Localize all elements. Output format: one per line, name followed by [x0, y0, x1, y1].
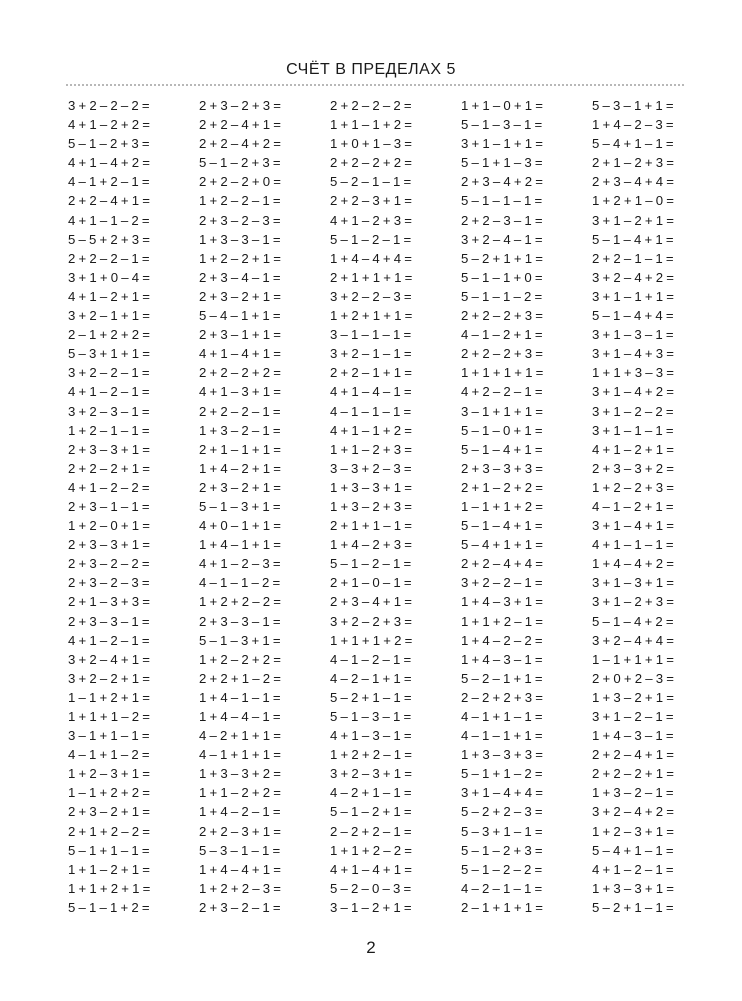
exercise-expression: 2 + 3 – 2 + 1 = — [199, 479, 281, 495]
exercise-expression: 1 + 1 – 1 + 2 = — [330, 117, 412, 133]
exercise-expression: 3 + 2 – 4 + 1 = — [68, 651, 150, 667]
exercise-expression: 1 + 2 – 3 + 1 = — [68, 766, 150, 782]
exercise-expression: 1 + 4 – 2 + 1 = — [199, 460, 281, 476]
exercise-expression: 4 + 1 – 1 – 2 = — [68, 212, 150, 228]
exercise-expression: 3 + 2 – 1 + 1 = — [68, 308, 150, 324]
exercise-expression: 1 + 2 – 2 + 3 = — [592, 479, 674, 495]
exercise-expression: 1 + 2 + 1 – 0 = — [592, 193, 674, 209]
exercise-expression: 4 – 1 – 1 – 2 = — [199, 575, 281, 591]
exercise-expression: 1 – 1 + 2 + 1 = — [68, 689, 150, 705]
exercise-expression: 4 – 2 + 1 + 1 = — [199, 728, 281, 744]
exercise-expression: 4 + 1 – 4 + 1 = — [199, 346, 281, 362]
exercise-expression: 2 + 2 – 2 + 3 = — [461, 308, 543, 324]
exercise-expression: 4 + 1 – 3 + 1 = — [199, 384, 281, 400]
exercise-expression: 2 + 2 – 2 + 1 = — [592, 766, 674, 782]
exercise-expression: 1 + 4 – 4 + 2 = — [592, 556, 674, 572]
exercise-expression: 5 – 3 + 1 – 1 = — [461, 823, 543, 839]
exercise-expression: 3 + 1 – 1 + 1 = — [592, 288, 674, 304]
exercise-expression: 4 – 1 – 2 + 1 = — [461, 327, 543, 343]
exercise-expression: 3 – 1 – 1 – 1 = — [330, 327, 412, 343]
exercise-expression: 3 + 1 – 1 – 1 = — [592, 422, 674, 438]
exercise-expression: 4 + 1 – 4 + 1 = — [330, 861, 412, 877]
exercise-expression: 3 + 2 – 4 + 2 = — [592, 804, 674, 820]
exercise-expression: 4 + 1 – 2 – 1 = — [68, 384, 150, 400]
exercise-expression: 4 + 2 – 2 – 1 = — [461, 384, 543, 400]
exercise-expression: 5 – 4 + 1 – 1 = — [592, 136, 674, 152]
exercise-expression: 4 + 1 – 2 + 3 = — [330, 212, 412, 228]
exercise-expression: 4 – 2 – 1 – 1 = — [461, 880, 543, 896]
exercise-expression: 1 + 3 – 3 + 2 = — [199, 766, 281, 782]
exercise-expression: 4 + 0 – 1 + 1 = — [199, 518, 281, 534]
exercise-expression: 5 – 1 + 1 – 2 = — [461, 766, 543, 782]
exercise-expression: 2 + 2 – 4 + 2 = — [199, 136, 281, 152]
exercise-expression: 1 + 0 + 1 – 3 = — [330, 136, 412, 152]
exercise-expression: 1 – 1 + 1 + 2 = — [461, 498, 543, 514]
exercise-expression: 3 + 2 – 4 + 2 = — [592, 269, 674, 285]
exercise-expression: 5 – 2 – 1 – 1 = — [330, 174, 412, 190]
exercise-expression: 5 – 1 – 4 + 4 = — [592, 308, 674, 324]
exercise-expression: 1 + 1 + 1 – 2 = — [68, 709, 150, 724]
exercise-expression: 2 + 1 – 3 + 3 = — [68, 594, 150, 610]
page-title: СЧЁТ В ПРЕДЕЛАХ 5 — [286, 61, 456, 78]
exercise-expression: 3 – 1 + 1 – 1 = — [68, 728, 150, 744]
exercise-expression: 2 + 3 – 2 – 2 = — [68, 556, 150, 572]
exercise-expression: 1 + 1 + 1 + 1 = — [461, 365, 544, 381]
exercise-expression: 5 – 1 – 1 – 2 = — [461, 288, 543, 304]
exercise-expression: 2 + 3 – 2 – 3 = — [68, 575, 150, 591]
exercise-expression: 1 + 3 – 3 + 1 = — [592, 880, 674, 896]
exercise-expression: 5 – 1 – 3 + 1 = — [199, 498, 281, 514]
exercise-expression: 5 – 4 + 1 + 1 = — [461, 537, 543, 553]
exercise-expression: 5 – 5 + 2 + 3 = — [68, 231, 150, 247]
exercise-expression: 1 + 1 + 2 + 1 = — [68, 880, 151, 896]
exercise-expression: 2 + 2 – 4 + 1 = — [592, 747, 674, 763]
exercise-expression: 2 + 2 – 4 + 1 = — [68, 193, 150, 209]
exercise-expression: 4 + 1 – 4 + 2 = — [68, 155, 150, 171]
exercise-expression: 3 + 2 – 4 – 1 = — [461, 231, 543, 247]
exercise-expression: 5 – 3 + 1 + 1 = — [68, 346, 150, 362]
exercise-expression: 4 + 1 – 1 + 2 = — [330, 422, 412, 438]
exercise-expression: 2 + 1 + 1 – 1 = — [330, 518, 412, 534]
exercise-expression: 4 + 1 – 2 – 1 = — [68, 632, 150, 648]
exercise-expression: 2 + 3 – 3 + 1 = — [68, 537, 150, 553]
exercise-expression: 2 – 1 + 1 + 1 = — [461, 899, 543, 915]
exercise-expression: 5 – 1 – 2 + 1 = — [330, 804, 412, 820]
exercise-expression: 4 – 1 – 2 + 1 = — [592, 498, 674, 514]
exercise-expression: 5 – 1 – 3 – 1 = — [330, 709, 412, 724]
exercise-expression: 1 + 2 + 1 + 1 = — [330, 308, 413, 324]
exercise-expression: 1 + 2 – 1 – 1 = — [68, 422, 150, 438]
exercise-expression: 1 + 3 – 3 + 3 = — [461, 747, 543, 763]
exercise-expression: 2 + 1 + 2 – 2 = — [68, 823, 150, 839]
exercise-expression: 2 + 2 – 2 + 3 = — [461, 346, 543, 362]
exercise-expression: 5 – 2 – 0 – 3 = — [330, 880, 412, 896]
exercise-expression: 1 + 4 – 1 – 1 = — [199, 689, 281, 705]
exercise-expression: 4 – 2 – 1 + 1 = — [330, 670, 412, 686]
exercise-expression: 5 – 1 – 1 + 2 = — [68, 899, 150, 915]
exercise-expression: 5 – 2 + 1 – 1 = — [330, 689, 412, 705]
exercise-expression: 1 + 2 – 3 + 1 = — [592, 823, 674, 839]
exercise-expression: 5 – 3 – 1 + 1 = — [592, 98, 674, 113]
exercise-expression: 2 + 3 – 3 – 1 = — [199, 613, 281, 629]
exercise-expression: 1 + 1 + 2 – 2 = — [330, 842, 412, 858]
exercise-expression: 5 – 1 – 2 – 2 = — [461, 861, 543, 877]
exercise-expression: 2 + 2 – 2 + 2 = — [199, 365, 281, 381]
exercise-expression: 2 + 2 – 4 + 4 = — [461, 556, 543, 572]
exercise-expression: 1 + 2 + 2 – 2 = — [199, 594, 281, 610]
exercise-expression: 1 + 2 – 0 + 1 = — [68, 518, 150, 534]
exercise-expression: 4 – 1 – 1 – 1 = — [330, 403, 412, 419]
exercise-expression: 2 + 3 – 1 – 1 = — [68, 498, 150, 514]
exercise-expression: 3 + 2 – 2 + 3 = — [330, 613, 412, 629]
exercise-expression: 1 + 1 – 2 + 3 = — [330, 441, 412, 457]
exercise-expression: 1 + 3 – 3 – 1 = — [199, 231, 281, 247]
exercise-expression: 3 – 1 – 2 + 1 = — [330, 899, 412, 915]
exercise-expression: 3 – 1 + 1 + 1 = — [461, 403, 543, 419]
exercise-expression: 3 + 2 – 2 – 2 = — [68, 98, 150, 113]
exercise-expression: 1 – 1 + 2 + 2 = — [68, 785, 150, 801]
exercise-expression: 1 + 4 – 3 + 1 = — [461, 594, 543, 610]
exercise-expression: 1 + 3 – 2 + 3 = — [330, 498, 412, 514]
exercise-grid — [68, 96, 708, 917]
exercise-expression: 4 – 1 + 1 + 1 = — [199, 747, 281, 763]
dotted-divider — [66, 84, 684, 86]
exercise-expression: 2 + 2 – 2 – 1 = — [68, 250, 150, 266]
exercise-expression: 3 + 1 – 2 + 3 = — [592, 594, 674, 610]
exercise-expression: 2 + 1 – 1 + 1 = — [199, 441, 281, 457]
exercise-expression: 3 + 1 – 3 – 1 = — [592, 327, 674, 343]
exercise-expression: 1 + 4 – 2 – 1 = — [199, 804, 281, 820]
exercise-expression: 1 + 1 – 2 + 1 = — [68, 861, 150, 877]
exercise-expression: 3 + 2 – 2 + 1 = — [68, 670, 150, 686]
exercise-expression: 4 – 2 + 1 – 1 = — [330, 785, 412, 801]
exercise-expression: 2 + 3 – 4 + 2 = — [461, 174, 543, 190]
exercise-expression: 4 + 1 – 4 – 1 = — [330, 384, 412, 400]
exercise-expression: 1 + 1 – 2 + 2 = — [199, 785, 281, 801]
exercise-expression: 4 – 1 + 1 – 2 = — [68, 747, 150, 763]
exercise-expression: 2 + 0 + 2 – 3 = — [592, 670, 674, 686]
exercise-expression: 1 + 2 – 2 + 1 = — [199, 250, 281, 266]
exercise-expression: 4 + 1 – 2 – 3 = — [199, 556, 281, 572]
exercise-expression: 1 + 4 – 2 + 3 = — [330, 537, 412, 553]
exercise-expression: 5 – 1 – 3 + 1 = — [199, 632, 281, 648]
exercise-expression: 1 + 3 – 3 + 1 = — [330, 479, 412, 495]
exercise-expression: 2 + 3 – 3 + 3 = — [461, 460, 543, 476]
exercise-expression: 1 + 4 – 3 – 1 = — [592, 728, 674, 744]
exercise-expression: 3 + 2 – 2 – 1 = — [461, 575, 543, 591]
exercise-expression: 5 – 1 + 1 – 3 = — [461, 155, 543, 171]
exercise-expression: 5 – 1 + 1 – 1 = — [68, 842, 150, 858]
exercise-expression: 3 + 1 – 1 + 1 = — [461, 136, 543, 152]
exercise-expression: 1 + 4 – 1 + 1 = — [199, 537, 281, 553]
exercise-expression: 5 – 1 – 3 – 1 = — [461, 117, 543, 133]
exercise-expression: 5 – 1 – 2 + 3 = — [68, 136, 150, 152]
exercise-expression: 4 + 1 – 2 + 2 = — [68, 117, 150, 133]
exercise-expression: 3 + 2 – 3 – 1 = — [68, 403, 150, 419]
exercise-expression: 3 + 2 – 2 – 3 = — [330, 288, 412, 304]
exercise-expression: 2 + 3 – 3 + 1 = — [68, 441, 150, 457]
exercise-expression: 2 + 3 – 1 + 1 = — [199, 327, 281, 343]
exercise-expression: 1 + 4 – 2 – 2 = — [461, 632, 543, 648]
exercise-expression: 4 + 1 – 2 + 1 = — [68, 288, 150, 304]
exercise-expression: 5 – 4 + 1 – 1 = — [592, 842, 674, 858]
exercise-expression: 1 + 2 – 2 – 1 = — [199, 193, 281, 209]
exercise-expression: 4 + 1 – 2 + 1 = — [592, 441, 674, 457]
exercise-expression: 5 – 1 – 4 + 1 = — [461, 518, 543, 534]
exercise-expression: 5 – 1 – 4 + 2 = — [592, 613, 674, 629]
exercise-expression: 4 + 1 – 2 – 1 = — [592, 861, 674, 877]
exercise-expression: 5 – 1 – 2 – 1 = — [330, 556, 412, 572]
exercise-expression: 3 – 3 + 2 – 3 = — [330, 460, 412, 476]
exercise-expression: 3 + 2 – 3 + 1 = — [330, 766, 412, 782]
exercise-expression: 3 + 1 – 4 + 2 = — [592, 384, 674, 400]
exercise-expression: 5 – 2 + 2 – 3 = — [461, 804, 543, 820]
exercise-expression: 2 + 3 – 4 + 4 = — [592, 174, 674, 190]
exercise-expression: 2 + 3 – 2 + 1 = — [199, 288, 281, 304]
exercise-expression: 2 + 2 – 2 + 2 = — [330, 155, 412, 171]
exercise-expression: 2 + 3 – 2 – 1 = — [199, 899, 281, 915]
exercise-expression: 5 – 1 – 4 + 1 = — [592, 231, 674, 247]
exercise-expression: 2 + 3 – 4 – 1 = — [199, 269, 281, 285]
exercise-expression: 2 + 3 – 4 + 1 = — [330, 594, 412, 610]
exercise-expression: 5 – 1 – 2 + 3 = — [199, 155, 281, 171]
exercise-expression: 5 – 1 – 0 + 1 = — [461, 422, 543, 438]
exercise-expression: 1 – 1 + 1 + 1 = — [592, 651, 674, 667]
exercise-expression: 2 + 3 – 2 + 3 = — [199, 98, 281, 113]
exercise-expression: 5 – 2 – 1 + 1 = — [461, 670, 543, 686]
exercise-expression: 3 + 2 – 4 + 4 = — [592, 632, 674, 648]
exercise-expression: 4 – 1 – 2 – 1 = — [330, 651, 412, 667]
exercise-expression: 2 + 2 – 2 – 2 = — [330, 98, 412, 113]
exercise-expression: 2 + 2 – 3 + 1 = — [330, 193, 412, 209]
exercise-expression: 1 + 4 – 4 + 4 = — [330, 250, 412, 266]
exercise-expression: 3 + 1 + 0 – 4 = — [68, 269, 150, 285]
exercise-expression: 1 + 3 – 2 – 1 = — [592, 785, 674, 801]
exercise-expression: 3 + 1 – 3 + 1 = — [592, 575, 674, 591]
exercise-expression: 3 + 1 – 4 + 4 = — [461, 785, 543, 801]
exercise-expression: 4 + 1 – 3 – 1 = — [330, 728, 412, 744]
exercise-expression: 2 + 2 – 1 + 1 = — [330, 365, 412, 381]
exercise-expression: 2 + 1 – 2 + 2 = — [461, 479, 543, 495]
exercise-expression: 3 + 1 – 4 + 3 = — [592, 346, 674, 362]
page-number: 2 — [366, 938, 376, 957]
exercise-expression: 1 + 4 – 4 + 1 = — [199, 861, 281, 877]
exercise-expression: 2 + 3 – 2 + 1 = — [68, 804, 150, 820]
exercise-expression: 3 + 2 – 2 – 1 = — [68, 365, 150, 381]
exercise-expression: 5 – 1 – 1 + 0 = — [461, 269, 543, 285]
exercise-expression: 2 + 2 – 4 + 1 = — [199, 117, 281, 133]
exercise-expression: 4 – 1 – 1 + 1 = — [461, 728, 543, 744]
exercise-expression: 3 + 1 – 2 – 2 = — [592, 403, 674, 419]
exercise-expression: 4 – 1 + 1 – 1 = — [461, 709, 543, 724]
exercise-expression: 4 – 1 + 2 – 1 = — [68, 174, 150, 190]
exercise-expression: 5 – 1 – 2 – 1 = — [330, 231, 412, 247]
exercise-expression: 2 – 2 + 2 + 3 = — [461, 689, 543, 705]
exercise-expression: 1 + 3 – 2 – 1 = — [199, 422, 281, 438]
exercise-expression: 2 + 2 – 2 + 0 = — [199, 174, 281, 190]
exercise-expression: 2 + 1 – 2 + 3 = — [592, 155, 674, 171]
exercise-expression: 3 + 1 – 2 + 1 = — [592, 212, 674, 228]
exercise-expression: 1 + 2 + 2 – 1 = — [330, 747, 412, 763]
exercise-expression: 1 + 4 – 4 – 1 = — [199, 709, 281, 724]
exercise-expression: 5 – 3 – 1 – 1 = — [199, 842, 281, 858]
exercise-expression: 2 – 1 + 2 + 2 = — [68, 327, 150, 343]
exercise-expression: 5 – 2 + 1 + 1 = — [461, 250, 543, 266]
exercise-expression: 2 + 3 – 3 – 1 = — [68, 613, 150, 629]
exercise-expression: 5 – 1 – 2 + 3 = — [461, 842, 543, 858]
exercise-expression: 2 + 2 – 3 + 1 = — [199, 823, 281, 839]
exercise-expression: 3 + 1 – 2 – 1 = — [592, 709, 674, 724]
exercise-expression: 3 + 1 – 4 + 1 = — [592, 518, 674, 534]
exercise-expression: 3 + 2 – 1 – 1 = — [330, 346, 412, 362]
exercise-expression: 1 + 1 + 2 – 1 = — [461, 613, 543, 629]
exercise-expression: 1 + 1 + 1 + 2 = — [330, 632, 413, 648]
exercise-expression: 2 + 2 – 2 – 1 = — [199, 403, 281, 419]
exercise-expression: 1 + 4 – 3 – 1 = — [461, 651, 543, 667]
exercise-expression: 5 – 1 – 4 + 1 = — [461, 441, 543, 457]
exercise-expression: 2 + 3 – 3 + 2 = — [592, 460, 674, 476]
exercise-expression: 2 + 2 – 1 – 1 = — [592, 250, 674, 266]
exercise-expression: 2 – 2 + 2 – 1 = — [330, 823, 412, 839]
exercise-expression: 4 + 1 – 1 – 1 = — [592, 537, 674, 553]
exercise-expression: 4 + 1 – 2 – 2 = — [68, 479, 150, 495]
exercise-expression: 1 + 4 – 2 – 3 = — [592, 117, 674, 133]
exercise-expression: 2 + 2 – 3 – 1 = — [461, 212, 543, 228]
exercise-expression: 1 + 1 – 0 + 1 = — [461, 98, 543, 113]
exercise-expression: 1 + 2 + 2 – 3 = — [199, 880, 281, 896]
exercise-expression: 1 + 1 + 3 – 3 = — [592, 365, 674, 381]
exercise-expression: 2 + 2 – 2 + 1 = — [68, 460, 150, 476]
exercise-expression: 5 – 4 – 1 + 1 = — [199, 308, 281, 324]
exercise-expression: 2 + 2 + 1 – 2 = — [199, 670, 281, 686]
exercise-expression: 2 + 1 + 1 + 1 = — [330, 269, 413, 285]
exercise-expression: 1 + 2 – 2 + 2 = — [199, 651, 281, 667]
exercise-expression: 5 – 2 + 1 – 1 = — [592, 899, 674, 915]
exercise-expression: 5 – 1 – 1 – 1 = — [461, 193, 543, 209]
exercise-expression: 2 + 3 – 2 – 3 = — [199, 212, 281, 228]
exercise-expression: 2 + 1 – 0 – 1 = — [330, 575, 412, 591]
exercise-expression: 1 + 3 – 2 + 1 = — [592, 689, 674, 705]
